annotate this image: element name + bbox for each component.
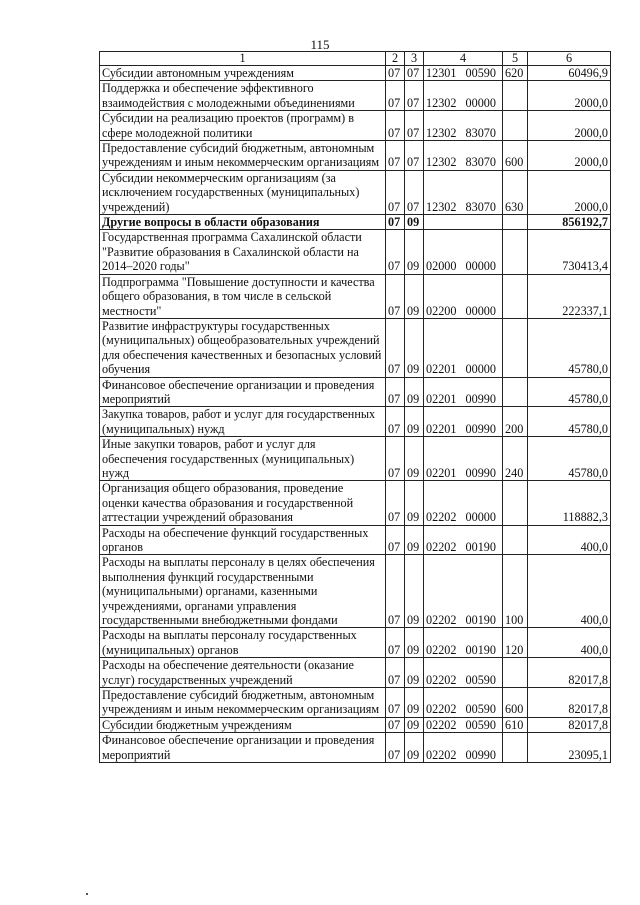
header-col-3: 3 xyxy=(405,52,424,66)
row-section: 07 xyxy=(386,230,405,274)
row-subsection: 09 xyxy=(405,230,424,274)
row-name: Организация общего образования, проведение оценки качества образования и государственной аттестации учреждений образования xyxy=(100,481,386,525)
row-section: 07 xyxy=(386,170,405,214)
header-col-5: 5 xyxy=(503,52,528,66)
row-expense-type: 620 xyxy=(503,66,528,81)
table-row xyxy=(100,170,611,214)
table-row xyxy=(100,230,611,274)
row-target-article: 02202 00190 xyxy=(424,525,503,555)
row-expense-type: 610 xyxy=(503,717,528,732)
row-target-article: 02000 00000 xyxy=(424,230,503,274)
row-expense-type xyxy=(503,733,528,763)
row-name: Финансовое обеспечение организации и проведения мероприятий xyxy=(100,377,386,407)
row-expense-type xyxy=(503,377,528,407)
table-row xyxy=(100,733,611,763)
row-target-article: 02202 00590 xyxy=(424,658,503,688)
row-section: 07 xyxy=(386,658,405,688)
table-row xyxy=(100,215,611,230)
row-expense-type: 600 xyxy=(503,688,528,718)
row-subsection: 07 xyxy=(405,81,424,111)
row-amount: 2000,0 xyxy=(528,81,611,111)
row-subsection: 09 xyxy=(405,215,424,230)
row-expense-type: 120 xyxy=(503,628,528,658)
table-row xyxy=(100,66,611,81)
row-name: Государственная программа Сахалинской области "Развитие образования в Сахалинской области на 2014–2020 годы" xyxy=(100,230,386,274)
budget-table xyxy=(99,51,611,763)
row-target-article: 02201 00000 xyxy=(424,318,503,377)
table-row xyxy=(100,688,611,718)
row-amount: 45780,0 xyxy=(528,377,611,407)
table-row xyxy=(100,318,611,377)
row-subsection: 07 xyxy=(405,66,424,81)
row-section: 07 xyxy=(386,66,405,81)
table-row xyxy=(100,141,611,171)
row-subsection: 09 xyxy=(405,733,424,763)
row-subsection: 09 xyxy=(405,318,424,377)
row-amount: 400,0 xyxy=(528,525,611,555)
row-target-article: 02201 00990 xyxy=(424,407,503,437)
row-section: 07 xyxy=(386,555,405,628)
row-section: 07 xyxy=(386,628,405,658)
row-target-article: 02202 00190 xyxy=(424,628,503,658)
row-amount: 82017,8 xyxy=(528,658,611,688)
row-target-article: 02202 00000 xyxy=(424,481,503,525)
row-expense-type: 200 xyxy=(503,407,528,437)
row-amount: 222337,1 xyxy=(528,274,611,318)
row-subsection: 09 xyxy=(405,555,424,628)
row-subsection: 09 xyxy=(405,525,424,555)
header-row xyxy=(100,52,611,66)
page-number: 115 xyxy=(310,37,330,52)
row-expense-type: 240 xyxy=(503,437,528,481)
row-amount: 45780,0 xyxy=(528,437,611,481)
row-section: 07 xyxy=(386,717,405,732)
row-amount: 60496,9 xyxy=(528,66,611,81)
row-expense-type xyxy=(503,81,528,111)
row-expense-type xyxy=(503,318,528,377)
row-amount: 45780,0 xyxy=(528,318,611,377)
row-name: Поддержка и обеспечение эффективного взаимодействия с молодежными объединениями xyxy=(100,81,386,111)
row-subsection: 07 xyxy=(405,141,424,171)
row-subsection: 09 xyxy=(405,377,424,407)
row-subsection: 09 xyxy=(405,407,424,437)
row-subsection: 07 xyxy=(405,111,424,141)
row-section: 07 xyxy=(386,215,405,230)
row-target-article: 02202 00590 xyxy=(424,688,503,718)
row-target-article: 02202 00590 xyxy=(424,717,503,732)
row-section: 07 xyxy=(386,525,405,555)
row-subsection: 09 xyxy=(405,658,424,688)
row-amount: 856192,7 xyxy=(528,215,611,230)
row-amount: 23095,1 xyxy=(528,733,611,763)
row-target-article: 02200 00000 xyxy=(424,274,503,318)
row-name: Закупка товаров, работ и услуг для государственных (муниципальных) нужд xyxy=(100,407,386,437)
row-section: 07 xyxy=(386,377,405,407)
row-name: Другие вопросы в области образования xyxy=(100,215,386,230)
row-expense-type xyxy=(503,658,528,688)
table-row xyxy=(100,658,611,688)
row-expense-type xyxy=(503,111,528,141)
row-amount: 2000,0 xyxy=(528,141,611,171)
row-target-article: 02201 00990 xyxy=(424,437,503,481)
row-amount: 400,0 xyxy=(528,555,611,628)
table-row xyxy=(100,717,611,732)
table-row xyxy=(100,628,611,658)
row-name: Иные закупки товаров, работ и услуг для обеспечения государственных (муниципальных) нужд xyxy=(100,437,386,481)
row-target-article: 02202 00990 xyxy=(424,733,503,763)
row-subsection: 09 xyxy=(405,717,424,732)
header-col-4: 4 xyxy=(424,52,503,66)
header-col-1: 1 xyxy=(100,52,386,66)
row-section: 07 xyxy=(386,274,405,318)
table-row xyxy=(100,525,611,555)
row-name: Субсидии на реализацию проектов (программ) в сфере молодежной политики xyxy=(100,111,386,141)
row-name: Подпрограмма "Повышение доступности и качества общего образования, в том числе в сельской местности" xyxy=(100,274,386,318)
row-name: Расходы на выплаты персоналу государственных (муниципальных) органов xyxy=(100,628,386,658)
row-amount: 118882,3 xyxy=(528,481,611,525)
row-name: Расходы на выплаты персоналу в целях обеспечения выполнения функций государственными (муниципальными) органами, казенными учреждениями, органами управления государственными внебюджетными фондами xyxy=(100,555,386,628)
table-row xyxy=(100,377,611,407)
row-section: 07 xyxy=(386,141,405,171)
row-section: 07 xyxy=(386,733,405,763)
row-expense-type xyxy=(503,230,528,274)
row-expense-type: 630 xyxy=(503,170,528,214)
row-amount: 2000,0 xyxy=(528,111,611,141)
row-subsection: 09 xyxy=(405,628,424,658)
row-target-article: 12302 83070 xyxy=(424,141,503,171)
row-expense-type: 600 xyxy=(503,141,528,171)
table-row xyxy=(100,81,611,111)
row-name: Субсидии некоммерческим организациям (за исключением государственных (муниципальных) учреждений) xyxy=(100,170,386,214)
row-expense-type xyxy=(503,274,528,318)
row-name: Расходы на обеспечение деятельности (оказание услуг) государственных учреждений xyxy=(100,658,386,688)
table-row xyxy=(100,274,611,318)
row-expense-type xyxy=(503,215,528,230)
header-col-6: 6 xyxy=(528,52,611,66)
row-target-article: 12302 83070 xyxy=(424,111,503,141)
header-col-2: 2 xyxy=(386,52,405,66)
row-subsection: 09 xyxy=(405,437,424,481)
row-amount: 2000,0 xyxy=(528,170,611,214)
row-subsection: 07 xyxy=(405,170,424,214)
row-section: 07 xyxy=(386,407,405,437)
row-amount: 82017,8 xyxy=(528,717,611,732)
row-name: Предоставление субсидий бюджетным, автономным учреждениям и иным некоммерческим организациям xyxy=(100,141,386,171)
row-amount: 82017,8 xyxy=(528,688,611,718)
row-expense-type xyxy=(503,525,528,555)
scan-dot xyxy=(86,893,88,895)
row-subsection: 09 xyxy=(405,481,424,525)
row-name: Субсидии бюджетным учреждениям xyxy=(100,717,386,732)
row-name: Финансовое обеспечение организации и проведения мероприятий xyxy=(100,733,386,763)
row-target-article xyxy=(424,215,503,230)
row-name: Развитие инфраструктуры государственных (муниципальных) общеобразовательных учреждений для обеспечения качественных и безопасных условий обучения xyxy=(100,318,386,377)
row-section: 07 xyxy=(386,481,405,525)
row-subsection: 09 xyxy=(405,688,424,718)
row-section: 07 xyxy=(386,318,405,377)
table-row xyxy=(100,555,611,628)
row-amount: 400,0 xyxy=(528,628,611,658)
row-subsection: 09 xyxy=(405,274,424,318)
row-target-article: 02201 00990 xyxy=(424,377,503,407)
row-target-article: 02202 00190 xyxy=(424,555,503,628)
row-section: 07 xyxy=(386,81,405,111)
row-target-article: 12301 00590 xyxy=(424,66,503,81)
row-amount: 45780,0 xyxy=(528,407,611,437)
table-body xyxy=(100,66,611,763)
row-section: 07 xyxy=(386,688,405,718)
table-row xyxy=(100,437,611,481)
row-section: 07 xyxy=(386,111,405,141)
table-row xyxy=(100,111,611,141)
row-expense-type xyxy=(503,481,528,525)
row-amount: 730413,4 xyxy=(528,230,611,274)
table-row xyxy=(100,481,611,525)
row-name: Предоставление субсидий бюджетным, автономным учреждениям и иным некоммерческим организациям xyxy=(100,688,386,718)
row-section: 07 xyxy=(386,437,405,481)
row-target-article: 12302 00000 xyxy=(424,81,503,111)
row-name: Субсидии автономным учреждениям xyxy=(100,66,386,81)
table-row xyxy=(100,407,611,437)
row-expense-type: 100 xyxy=(503,555,528,628)
row-name: Расходы на обеспечение функций государственных органов xyxy=(100,525,386,555)
row-target-article: 12302 83070 xyxy=(424,170,503,214)
